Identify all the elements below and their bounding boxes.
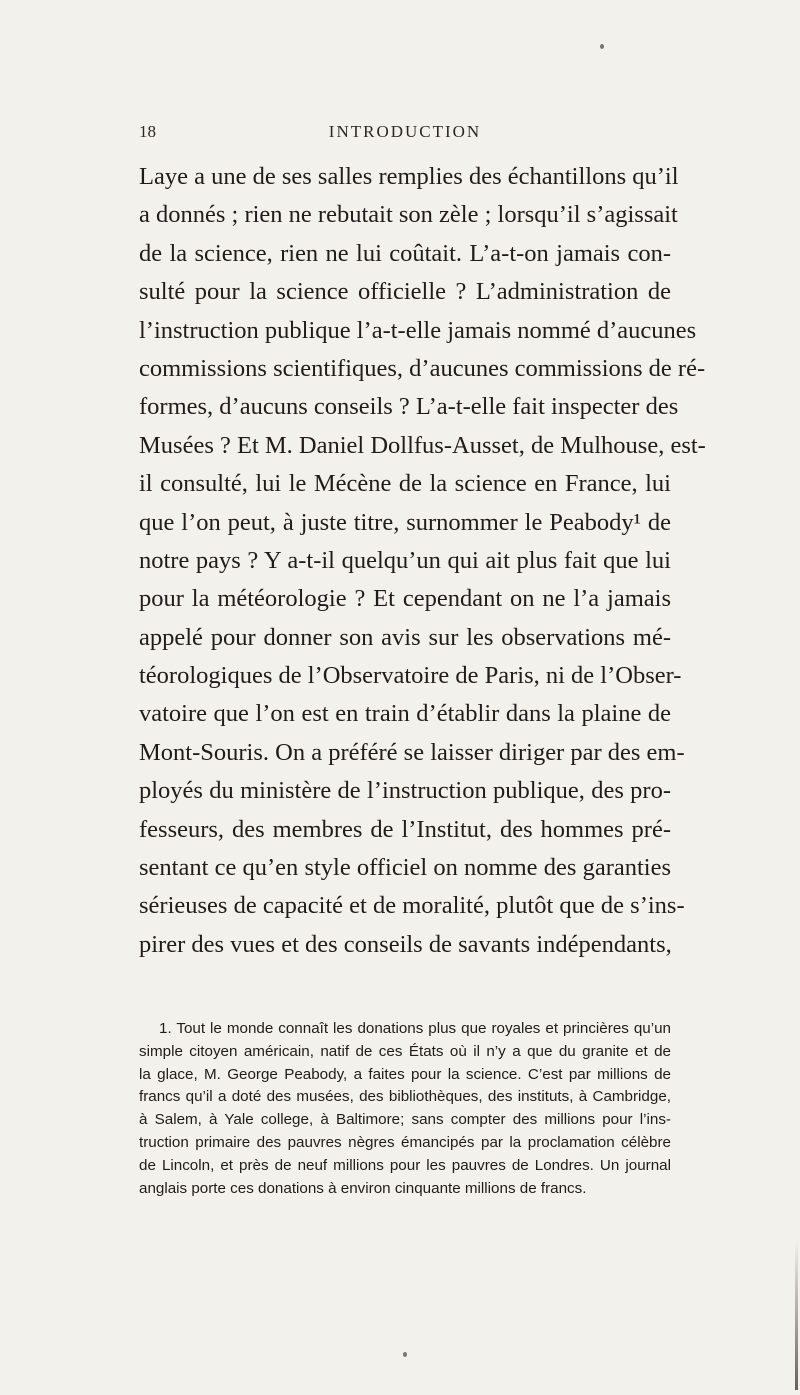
footnote-line: simple citoyen américain, natif de ces États où il n’y a que du granite et de [139, 1042, 671, 1060]
text-line: sulté pour la science officielle ? L’administration de [139, 278, 671, 306]
text-line: Laye a une de ses salles remplies des échantillons qu’il [139, 163, 679, 190]
text-line: l’instruction publique l’a-t-elle jamais nommé d’aucunes [139, 316, 697, 344]
text-line: fesseurs, des membres de l’Institut, des hommes pré- [139, 815, 671, 843]
running-head: INTRODUCTION [328, 122, 482, 141]
text-line: a donnés ; rien ne rebutait son zèle ; lorsqu’il s’agissait [139, 201, 678, 229]
footnote-line: à Salem, à Yale college, à Baltimore; sans compter des millions pour l’ins- [139, 1111, 671, 1129]
main-text [139, 158, 706, 964]
text-line: notre pays ? Y a-t-il quelqu’un qui ait plus fait que lui [139, 546, 671, 574]
text-line: Mont-Souris. On a préféré se laisser diriger par des em- [139, 738, 685, 766]
text-line: formes, d’aucuns conseils ? L’a-t-elle fait inspecter des [139, 393, 679, 421]
paper-speck [600, 44, 604, 49]
footnote-block [139, 1018, 671, 1200]
page-header [139, 122, 671, 150]
text-line: pour la météorologie ? Et cependant on ne l’a jamais [139, 585, 671, 613]
footnote-line: 1. Tout le monde connaît les donations plus que royales et princières qu’un [159, 1020, 671, 1037]
text-line: que l’on peut, à juste titre, surnommer le Peabody¹ de [139, 508, 671, 536]
footnote-line: francs qu’il a doté des musées, des bibliothèques, des instituts, à Cambridge, [139, 1088, 671, 1106]
text-line: sérieuses de capacité et de moralité, plutôt que de s’ins- [139, 892, 685, 920]
text-line: Musées ? Et M. Daniel Dollfus-Ausset, de Mulhouse, est- [139, 431, 706, 459]
footnote-line: de Lincoln, et près de neuf millions pour les pauvres de Londres. Un journal [139, 1156, 671, 1174]
text-line: de la science, rien ne lui coûtait. L’a-t-on jamais con- [139, 239, 671, 267]
text-line: sentant ce qu’en style officiel on nomme des garanties [139, 854, 671, 882]
page-edge-shadow [795, 1240, 798, 1390]
text-line: commissions scientifiques, d’aucunes commissions de ré- [139, 354, 706, 382]
paper-speck [403, 1352, 407, 1357]
footnote-line: la glace, M. George Peabody, a faites pour la science. C’est par millions de [139, 1065, 671, 1083]
text-line: ployés du ministère de l’instruction publique, des pro- [139, 777, 671, 805]
footnote-line: truction primaire des pauvres nègres émancipés par la proclamation célèbre [139, 1133, 671, 1151]
text-line: téorologiques de l’Observatoire de Paris, ni de l’Obser- [139, 662, 682, 690]
text-line: il consulté, lui le Mécène de la science en France, lui [139, 470, 671, 498]
text-line: vatoire que l’on est en train d’établir dans la plaine de [139, 700, 671, 728]
footnote-line: anglais porte ces donations à environ cinquante millions de francs. [139, 1179, 587, 1197]
page-number: 18 [139, 122, 156, 141]
text-line: pirer des vues et des conseils de savants indépendants, [139, 930, 672, 958]
text-line: appelé pour donner son avis sur les observations mé- [139, 623, 671, 651]
